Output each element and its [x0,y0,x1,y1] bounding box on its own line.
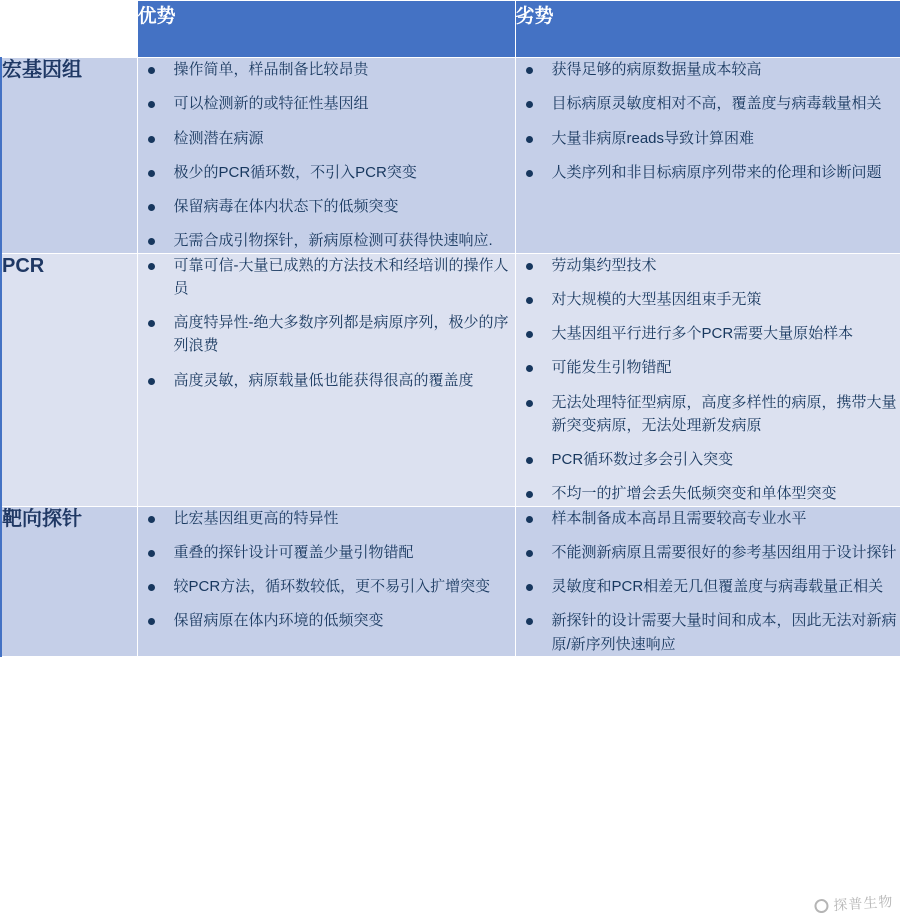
list-item: 无法处理特征型病原，高度多样性的病原，携带大量新突变病原，无法处理新发病原 [516,391,900,438]
table-row [1,58,900,254]
column-header-advantages: 优势 [137,1,515,58]
list-item: 保留病原在体内环境的低频突变 [138,609,515,632]
list-item: 可靠可信-大量已成熟的方法技术和经培训的操作人员 [138,254,515,301]
list-item: 检测潜在病源 [138,127,515,150]
table-header-row [1,1,900,58]
bullet-list [516,58,900,184]
bullet-list [516,507,900,656]
row-label-pcr: PCR [1,253,137,506]
list-item: 高度特异性-绝大多数序列都是病原序列，极少的序列浪费 [138,311,515,358]
watermark [814,891,894,913]
list-item: 对大规模的大型基因组束手无策 [516,288,900,311]
cell-targeted-probe-advantages [137,506,515,656]
list-item: 极少的PCR循环数，不引入PCR突变 [138,161,515,184]
list-item: 新探针的设计需要大量时间和成本，因此无法对新病原/新序列快速响应 [516,609,900,656]
list-item: 人类序列和非目标病原序列带来的伦理和诊断问题 [516,161,900,184]
row-label-metagenomics: 宏基因组 [1,58,137,254]
list-item: 重叠的探针设计可覆盖少量引物错配 [138,541,515,564]
list-item: 较PCR方法，循环数较低，更不易引入扩增突变 [138,575,515,598]
table-row [1,506,900,656]
list-item: 灵敏度和PCR相差无几但覆盖度与病毒载量正相关 [516,575,900,598]
bullet-list [516,254,900,506]
list-item: 可以检测新的或特征性基因组 [138,92,515,115]
list-item: 可能发生引物错配 [516,356,900,379]
list-item: 操作简单，样品制备比较昂贵 [138,58,515,81]
cell-pcr-disadvantages [515,253,900,506]
cell-pcr-advantages [137,253,515,506]
cell-metagenomics-advantages [137,58,515,254]
cell-metagenomics-disadvantages [515,58,900,254]
watermark-text: 探普生物 [832,893,894,913]
list-item: 目标病原灵敏度相对不高，覆盖度与病毒载量相关 [516,92,900,115]
list-item: 样本制备成本高昂且需要较高专业水平 [516,507,900,530]
bullet-list [138,58,515,253]
list-item: 不能测新病原且需要很好的参考基因组用于设计探针 [516,541,900,564]
list-item: 劳动集约型技术 [516,254,900,277]
cell-targeted-probe-disadvantages [515,506,900,656]
list-item: 获得足够的病原数据量成本较高 [516,58,900,81]
watermark-logo-icon [814,899,829,913]
list-item: 比宏基因组更高的特异性 [138,507,515,530]
row-label-targeted-probe: 靶向探针 [1,506,137,656]
list-item: 大量非病原reads导致计算困难 [516,127,900,150]
table-row [1,253,900,506]
list-item: 不均一的扩增会丢失低频突变和单体型突变 [516,482,900,505]
header-corner-cell [1,1,137,58]
bullet-list [138,507,515,633]
list-item: PCR循环数过多会引入突变 [516,448,900,471]
list-item: 大基因组平行进行多个PCR需要大量原始样本 [516,322,900,345]
list-item: 无需合成引物探针，新病原检测可获得快速响应. [138,229,515,252]
column-header-disadvantages: 劣势 [515,1,900,58]
bullet-list [138,254,515,392]
list-item: 高度灵敏，病原载量低也能获得很高的覆盖度 [138,369,515,392]
list-item: 保留病毒在体内状态下的低频突变 [138,195,515,218]
